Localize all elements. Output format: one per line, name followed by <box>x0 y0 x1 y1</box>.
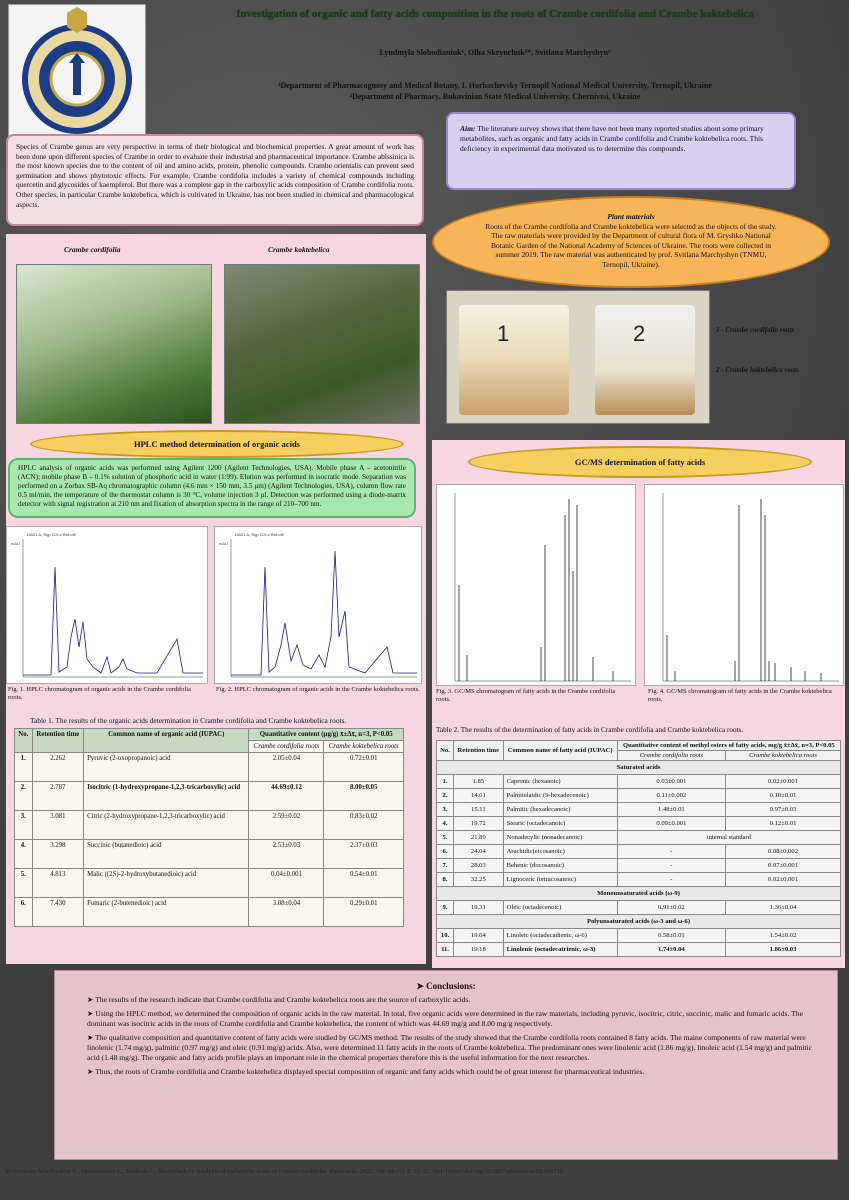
t2-cell: 32.25 <box>454 873 504 887</box>
t2-section-saturated <box>437 761 841 775</box>
t2-cell: 0.02±0.001 <box>726 873 841 887</box>
t2-section-label: Monounsaturated acids (ω-9) <box>437 887 841 901</box>
table-row <box>437 943 841 957</box>
table-row <box>437 803 841 817</box>
arrow-icon: ➤ <box>416 981 427 991</box>
t1-cell: 0.54±0.01 <box>324 869 404 898</box>
fig3-caption: Fig. 3. GC/MS chromatogram of fatty acids in the Crambe cordifolia roots. <box>436 688 616 703</box>
table-row <box>437 859 841 873</box>
t2-section-label: Saturated acids <box>437 761 841 775</box>
plant-materials-title: Plant materials <box>607 212 655 221</box>
t2-cell: Palmitelaidic (9-hexadecenoic) <box>503 789 617 803</box>
t1-cell: 3.08±0.04 <box>249 898 324 927</box>
plant-materials-box <box>432 196 830 288</box>
conclusions-title <box>69 981 823 991</box>
t2-cell: 1.48±0.01 <box>617 803 725 817</box>
t2-cell: 10. <box>437 929 454 943</box>
t2-cell: - <box>617 859 725 873</box>
affiliations <box>150 80 840 102</box>
t2-cell: Linoleic (octadecadienic, ω-6) <box>503 929 617 943</box>
poster-authors: Lyudmyla Slobodianiuk¹, Olha Skrynchuk²*, Svitlana Marchyshyn¹ <box>379 48 611 57</box>
arrow-icon: ➤ <box>87 1033 96 1042</box>
conclusion-text: Using the HPLC method, we determined the composition of organic acids in the raw material. In total, five organic acids were determined in the raw materials, including pyruvic, isocitric, citric, succinic, malic and fumaric acids. The dominant was isocitric acids in the roots of Crambe cordifolia and Crambe koktebelica, the content of which was 44.69 mg/g and 8.00 mg/g respectively. <box>87 1009 803 1028</box>
t2-cell: 0.10±0.01 <box>726 789 841 803</box>
table-row <box>437 817 841 831</box>
t2-cell: 3. <box>437 803 454 817</box>
t1-col-no: No. <box>15 729 33 753</box>
t2-cell: Lignoceric (tetracosanoic) <box>503 873 617 887</box>
table-row <box>15 782 404 811</box>
fig2-caption: Fig. 2. HPLC chromatogram of organic acids in the Crambe koktebelica roots. <box>216 686 420 693</box>
t2-cell: Stearic (octadecanoic) <box>503 817 617 831</box>
conclusions-box <box>54 970 838 1160</box>
table-row <box>15 753 404 782</box>
t1-cell: Malic ((2S)-2-hydroxybutanedioic) acid <box>84 869 249 898</box>
table-row <box>15 898 404 927</box>
plant-materials-text: Roots of the Crambe cordifolia and Crambe koktebelica were selected as the objects of the study. The raw materials were provided by the Department of cultural flora of M. Gryshko National Botanic Garden of the National Academy of Sciences of Ukraine. The roots were collected in summer 2019. The raw material was authenticated by prof. Svitlana Marchyshyn (TNMU, Ternopil, Ukraine). <box>485 221 777 269</box>
t2-cell: 6. <box>437 845 454 859</box>
arrow-icon: ➤ <box>87 1067 96 1076</box>
hplc-heading <box>30 430 404 458</box>
t2-cell: 0.97±0.03 <box>726 803 841 817</box>
university-logo <box>8 4 146 142</box>
t2-cell: 4. <box>437 817 454 831</box>
t1-cell: Fumaric (2-butenedioic) acid <box>84 898 249 927</box>
t2-cell: - <box>617 845 725 859</box>
t1-cell: 4. <box>15 840 33 869</box>
fig1-caption: Fig. 1. HPLC chromatogram of organic acids in the Crambe cordifolia roots. <box>8 686 191 701</box>
t2-cell: 0.58±0.01 <box>617 929 725 943</box>
arrow-icon: ➤ <box>87 995 96 1004</box>
t2-cell: 14.61 <box>454 789 504 803</box>
t1-cell: 2.787 <box>32 782 84 811</box>
t1-col-content: Quantitative content (µg/g) x̄±Δx̄, n=3, P<0.05 <box>249 729 404 741</box>
t2-cell: 28.03 <box>454 859 504 873</box>
hplc-heading-text: HPLC method determination of organic acids <box>134 439 300 449</box>
list-item <box>87 1009 823 1029</box>
chrom1-yunit: mAU <box>11 541 20 546</box>
references: References: Marchyshyn S., Slobodianiuk L., Budniak L., Skrynchuk O. Analysis of carboxylic acids of Crambe cordifolia. Pharmacia. 2021. Vol. 68 (1). P. 15–21. Doi: https://doi.org/10.3897/pharmacia.68.e56715 <box>6 1168 564 1175</box>
t1-cell: 7.430 <box>32 898 84 927</box>
t1-cell: 2.262 <box>32 753 84 782</box>
aim-text: The literature survey shows that there have not been many reported studies about some primary metabolites, such as organic and fatty acids in Crambe cordifolia and Crambe koktebelica roots. This deficiency in experimental data motivated us to determine this compounds. <box>460 124 764 153</box>
crambe-cordifolia-photo <box>16 264 212 424</box>
aim-box <box>446 112 796 190</box>
t1-cell: 0.29±0.01 <box>324 898 404 927</box>
t1-cell: 44.69±0.12 <box>249 782 324 811</box>
table-row <box>437 775 841 789</box>
table1-caption: Table 1. The results of the organic acids determination in Crambe cordifolia and Crambe koktebelica roots. <box>30 716 347 725</box>
t1-cell: 2.37±0.03 <box>324 840 404 869</box>
t2-cell: 1.85 <box>454 775 504 789</box>
t2-cell: Capronic (hexanoic) <box>503 775 617 789</box>
table-row <box>437 831 841 845</box>
t1-cell: Citric (2-hydroxypropane-1,2,3-tricarboxylic) acid <box>84 811 249 840</box>
list-item <box>87 995 823 1005</box>
roots-bag-2-label: 2 <box>633 321 646 346</box>
t2-cell: 19.31 <box>454 901 504 915</box>
gcms-chromatogram-2 <box>644 484 844 686</box>
t1-col-name: Common name of organic acid (IUPAC) <box>84 729 249 753</box>
t1-cell: 0.72±0.01 <box>324 753 404 782</box>
roots-bag-1 <box>459 305 569 415</box>
table-row <box>437 901 841 915</box>
t2-cell: 15.11 <box>454 803 504 817</box>
arrow-icon: ➤ <box>87 1009 96 1018</box>
t2-cell: internal standard <box>617 831 840 845</box>
roots-legend-1: 1 - Crambe cordifolia roots <box>716 326 795 334</box>
t2-cell: 0.07±0.001 <box>726 859 841 873</box>
t2-cell: 24.04 <box>454 845 504 859</box>
t2-cell: - <box>617 873 725 887</box>
t2-cell: 1.54±0.02 <box>726 929 841 943</box>
conclusions-list <box>69 995 823 1077</box>
t1-cell: 2. <box>15 782 33 811</box>
t1-cell: 6. <box>15 898 33 927</box>
affiliation-1: ¹Department of Pharmacognosy and Medical Botany, I. Horbachevsky Ternopil National Medical University, Ternopil, Ukraine <box>278 81 712 90</box>
t1-cell: 0.04±0.001 <box>249 869 324 898</box>
gcms-chromatogram-1 <box>436 484 636 686</box>
table-row <box>437 845 841 859</box>
photo-caption-2: Crambe koktebelica <box>268 245 330 254</box>
intro-box: Species of Crambe genus are very perspective in terms of their biological and biochemical properties. A great amount of work has been done upon different species of Crambe in order to evaluate their industrial and pharmaceutical importance. Crambe abissinica is the most known species due to the content of oil and amino acids, protein, phenolic compounds. Crambe orientalis can prevent seed germination and shows phytotoxic effects. For example, Crambe cordifolia includes a variety of chemical compounds including quercetin and glycosides of kaempferol. But there was a complete gap in the carboxylic acids composition of Crambe cordifolia roots. Other species, in particular Crambe koktebelica, which is cultivated in Ukraine, has not been studied in chemical and pharmacological aspects. <box>6 134 424 226</box>
t2-cell: 1.74±0.04 <box>617 943 725 957</box>
t2-col-no: No. <box>437 741 454 761</box>
table-row <box>15 840 404 869</box>
table-row <box>15 811 404 840</box>
t2-col-name: Common name of fatty acid (IUPAC) <box>503 741 617 761</box>
hplc-chromatogram-2 <box>214 526 422 684</box>
t2-col-content: Quantitative content of methyl esters of fatty acids, mg/g x̄±Δx̄, n=3, P<0.05 <box>617 741 840 751</box>
t2-cell: Palmitic (hexadecanoic) <box>503 803 617 817</box>
hplc-chromatogram-1 <box>6 526 208 684</box>
t2-cell: 1.86±0.03 <box>726 943 841 957</box>
t1-cell: 2.05±0.04 <box>249 753 324 782</box>
t1-cell: 1. <box>15 753 33 782</box>
t1-cell: Succinic (butanedioic) acid <box>84 840 249 869</box>
t2-cell: 0.91±0.02 <box>617 901 725 915</box>
t2-cell: 8. <box>437 873 454 887</box>
list-item <box>87 1033 823 1063</box>
t2-cell: 19.18 <box>454 943 504 957</box>
t2-section-poly <box>437 915 841 929</box>
list-item <box>87 1067 823 1077</box>
t2-cell: 0.02±0.001 <box>726 775 841 789</box>
t1-cell: Isocitric (1-hydroxypropane-1,2,3-tricarboxylic) acid <box>84 782 249 811</box>
t2-cell: Oleic (octadecenoic) <box>503 901 617 915</box>
t2-sub-cordifolia: Crambe cordifolia roots <box>617 751 725 761</box>
affiliation-2: ²Department of Pharmacy, Bukovinian State Medical University, Chernivtsi, Ukraine <box>349 92 641 101</box>
t2-col-rt: Retention time <box>454 741 504 761</box>
table-row <box>437 929 841 943</box>
t2-cell: 2. <box>437 789 454 803</box>
t2-cell: 0.11±0.002 <box>617 789 725 803</box>
t2-cell: 0.12±0.01 <box>726 817 841 831</box>
crambe-koktebelica-photo <box>224 264 420 424</box>
t2-sub-koktebelica: Crambe koktebelica roots <box>726 751 841 761</box>
roots-legend-2: 2 - Crambe koktebelica roots <box>716 366 799 374</box>
t1-cell: 3.081 <box>32 811 84 840</box>
table-row <box>15 869 404 898</box>
table-fatty-acids <box>436 740 841 957</box>
conclusion-text: The qualitative composition and quantitative content of fatty acids were studied by GC/MS method. The results of the study showed that the Crambe cordifolia roots contained 8 fatty acids. The maine components of raw material were linolenic (1.74 mg/g), palmitic (0.97 mg/g) and oleic (0.91 mg/g) acids. Also, were determined 11 fatty acids in the roots of Crambe koktebelica. The predominant ones were linolenic acid (1.86 mg/g), linoleic acid (1.54 mg/g) and palmitic acid (1.48 mg/g). The organic and fatty acids profile plays an important role in the chemical properties therefore this is the useful information for the next researches. <box>87 1033 813 1062</box>
conclusion-text: The results of the research indicate that Crambe cordifolia and Crambe koktebelica roots are the source of carboxylic acids. <box>95 995 471 1004</box>
t2-cell: 0.09±0.001 <box>617 817 725 831</box>
chrom1-label: DAD1 A, Sig=210,4 Ref=off <box>27 532 76 537</box>
roots-photo <box>446 290 710 424</box>
chrom2-label: DAD1 A, Sig=210,4 Ref=off <box>235 532 284 537</box>
fig4-caption: Fig. 4. GC/MS chromatogram of fatty acids in the Crambe koktebelica roots. <box>648 688 832 703</box>
t1-col-rt: Retention time <box>32 729 84 753</box>
table-row <box>437 873 841 887</box>
poster-title: Investigation of organic and fatty acids composition in the roots of Crambe cordifolia and Crambe koktebelica <box>236 8 754 20</box>
t2-cell: 5. <box>437 831 454 845</box>
table-organic-acids <box>14 728 404 927</box>
table2-caption: Table 2. The results of the determination of fatty acids in Crambe cordifolia and Crambe koktebelica roots. <box>436 726 744 734</box>
t1-cell: 5. <box>15 869 33 898</box>
t2-cell: Nonadecylic (nonadecanoic) <box>503 831 617 845</box>
roots-bag-1-label: 1 <box>497 321 510 346</box>
t2-cell: 11. <box>437 943 454 957</box>
t2-cell: Linolenic (octadecatrienic, ω-3) <box>503 943 617 957</box>
t2-section-mono <box>437 887 841 901</box>
t1-cell: 0.83±0.02 <box>324 811 404 840</box>
t2-cell: 0.03±0.001 <box>617 775 725 789</box>
photo-caption-1: Crambe cordifolia <box>64 245 121 254</box>
conclusion-text: Thus, the roots of Crambe cordifolia and Crambe koktebelica displayed special composition of organic and fatty acids which could be of great interest for pharmaceutical industries. <box>95 1067 645 1076</box>
t1-cell: 8.00±0.05 <box>324 782 404 811</box>
t2-cell: 19.72 <box>454 817 504 831</box>
aim-label: Aim: <box>460 124 476 133</box>
t2-cell: 9. <box>437 901 454 915</box>
chrom2-yunit: mAU <box>219 541 228 546</box>
hplc-method-box: HPLC analysis of organic acids was performed using Agilent 1200 (Agilent Technologies, USA). Mobile phase A – acetonitrile (ACN); mobile phase B – 0.1% solution of phosphoric acid in water (1:99). Elution was performed in isocratic mode. Separation was performed on a Zorbax SB-Aq chromatographic column (4.6 mm × 150 mm, 3.5 μm) (Agilent Technologies, USA), column flow rate 0.5 ml/min, the temperature of the thermostat column is 30 °C, volume injection 3 μl. Detection was performed using a diode-matrix detector with signal registration at 210 nm and fixation of absorption spectra in the range of 210–700 nm. <box>8 458 416 518</box>
t2-cell: 19.04 <box>454 929 504 943</box>
t1-cell: 3.298 <box>32 840 84 869</box>
t2-section-label: Polyunsaturated acids (ω-3 and ω-6) <box>437 915 841 929</box>
t2-cell: Arachidic(eicosanoic) <box>503 845 617 859</box>
t2-cell: 21.89 <box>454 831 504 845</box>
t1-cell: Pyruvic (2-oxopropanoic) acid <box>84 753 249 782</box>
logo-emblem-icon <box>9 5 145 141</box>
t2-cell: 1. <box>437 775 454 789</box>
t2-cell: 1.36±0.04 <box>726 901 841 915</box>
gcms-heading-text: GC/MS determination of fatty acids <box>574 457 706 467</box>
t2-cell: 7. <box>437 859 454 873</box>
t1-cell: 2.59±0.02 <box>249 811 324 840</box>
t1-sub-koktebelica: Crambe koktebelica roots <box>324 741 404 753</box>
t1-cell: 4.813 <box>32 869 84 898</box>
table-row <box>437 789 841 803</box>
t2-cell: 0.08±0.002 <box>726 845 841 859</box>
t1-cell: 2.53±0.03 <box>249 840 324 869</box>
gcms-heading <box>468 446 812 478</box>
t1-cell: 3. <box>15 811 33 840</box>
t2-cell: Behenic (docosanoic) <box>503 859 617 873</box>
conclusions-title-text: Conclusions: <box>426 981 476 991</box>
t1-sub-cordifolia: Crambe cordifolia roots <box>249 741 324 753</box>
